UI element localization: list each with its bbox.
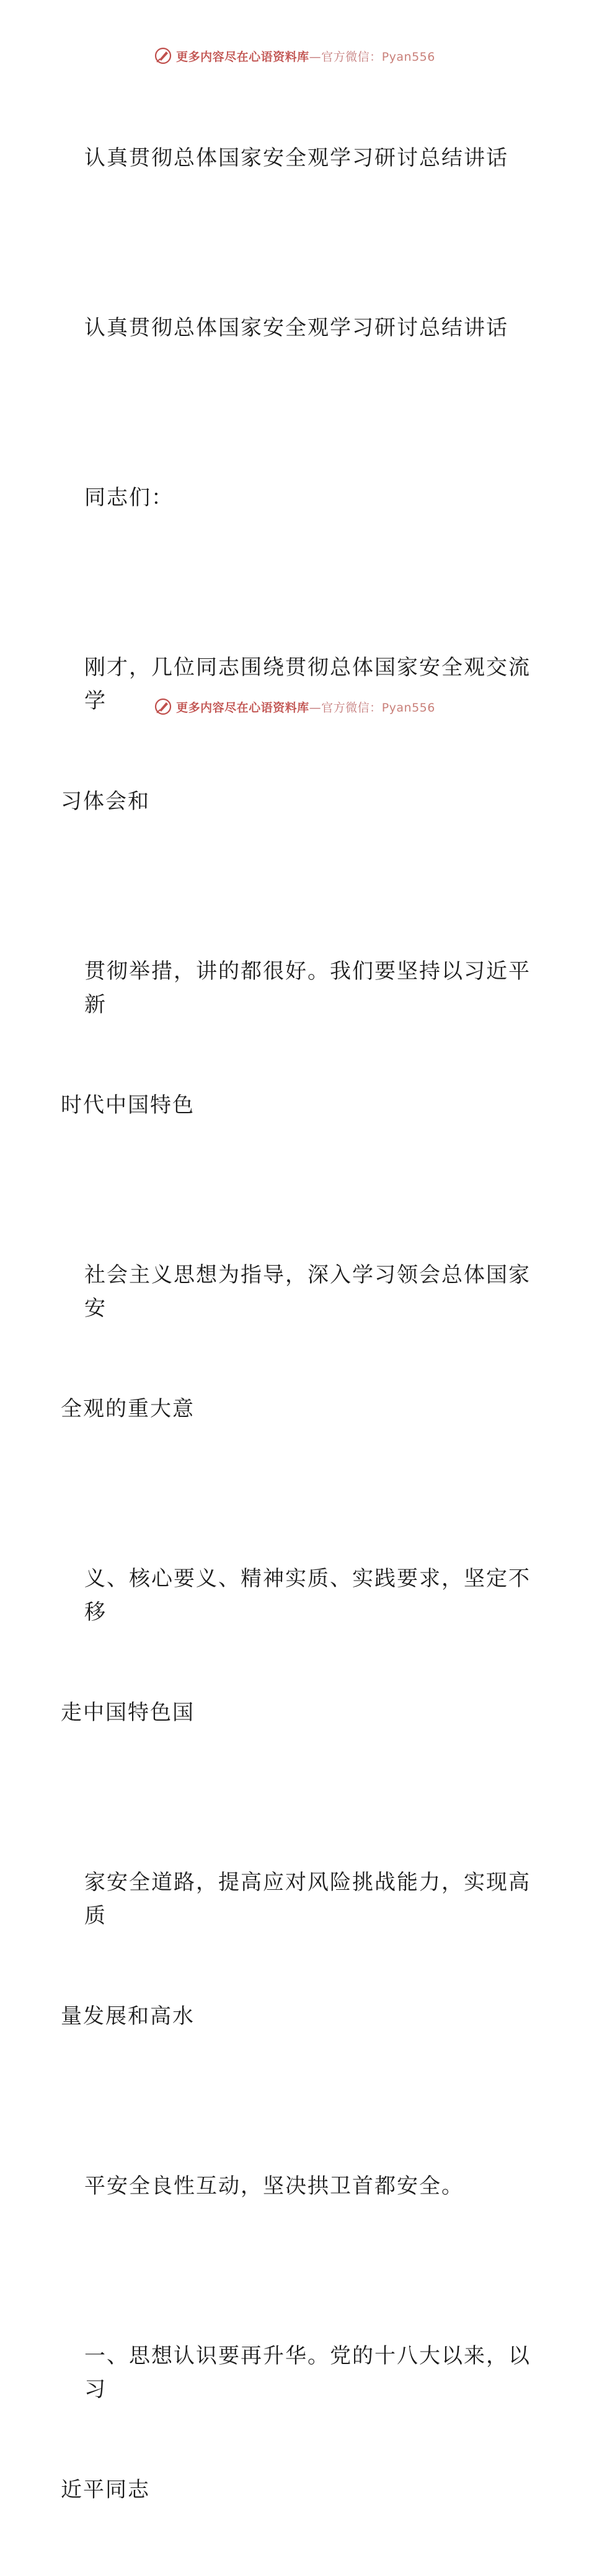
quill-logo-icon (154, 46, 172, 65)
header-watermark (0, 43, 589, 68)
doc-paragraph: 刚才，几位同志围绕贯彻总体国家安全观交流学 习体会和 (61, 655, 531, 814)
watermark-text: 更多内容尽在心语资料库—官方微信：Pyan556 (176, 50, 435, 64)
doc-paragraph: 社会主义思想为指导，深入学习领会总体国家安 全观的重大意 (61, 1263, 531, 1421)
watermark-text: 更多内容尽在心语资料库—官方微信：Pyan556 (176, 700, 435, 715)
doc-paragraph: 义、核心要义、精神实质、实践要求，坚定不移 走中国特色国 (61, 1566, 531, 1725)
document-body (61, 74, 532, 2576)
doc-salutation: 同志们： (84, 485, 174, 510)
quill-logo-icon (154, 697, 172, 716)
doc-section-heading: 一、思想认识要再升华。党的十八大以来，以习 近平同志 (61, 2344, 531, 2502)
footer-watermark (0, 694, 589, 719)
doc-paragraph: 家安全道路，提高应对风险挑战能力，实现高质 量发展和高水 (61, 1870, 531, 2029)
doc-title-repeat: 认真贯彻总体国家安全观学习研讨总结讲话 (84, 315, 508, 340)
doc-title: 认真贯彻总体国家安全观学习研讨总结讲话 (84, 146, 508, 170)
doc-paragraph: 贯彻举措，讲的都很好。我们要坚持以习近平新 时代中国特色 (61, 959, 531, 1118)
doc-paragraph: 平安全良性互动，坚决拱卫首都安全。 (84, 2174, 464, 2199)
